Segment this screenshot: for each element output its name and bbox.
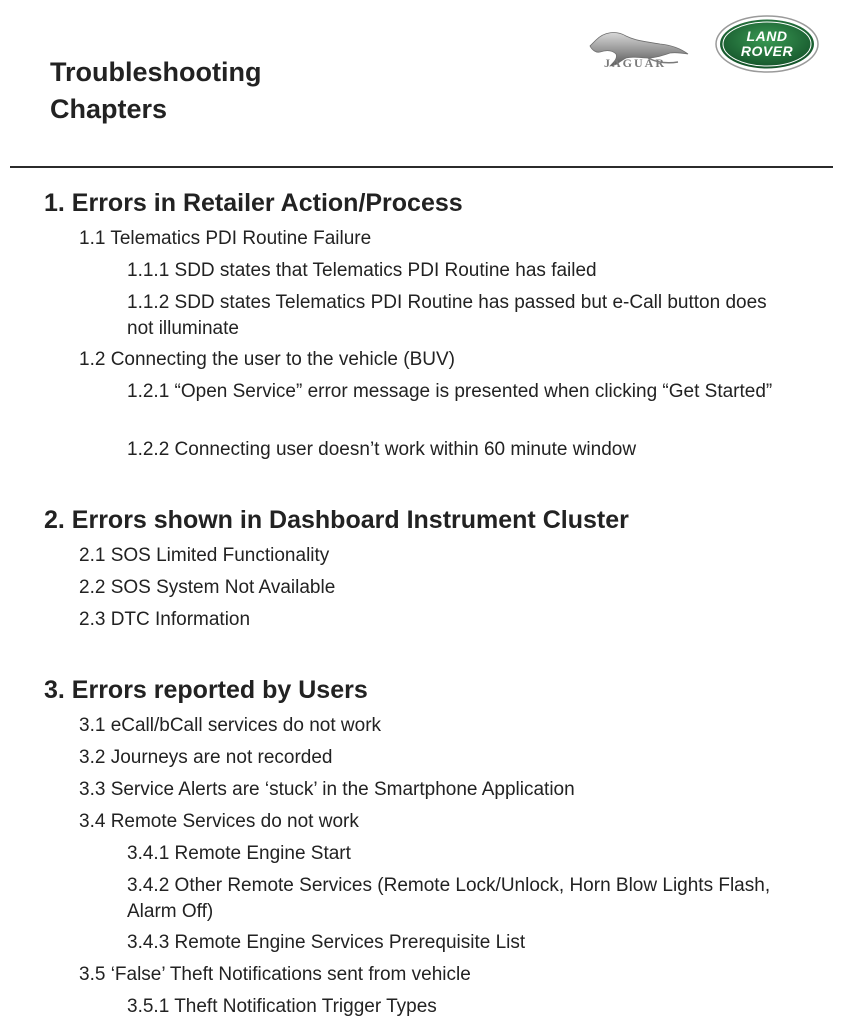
list-item: 1.1 Telematics PDI Routine Failure <box>79 228 372 249</box>
list-item: 1.1.1 SDD states that Telematics PDI Routine has failed <box>127 260 597 281</box>
page-title <box>50 54 410 128</box>
land-rover-wordmark-line1: LAND <box>746 28 788 44</box>
list-item: 3.4.2 Other Remote Services (Remote Lock/Unlock, Horn Blow Lights Flash, Alarm Off) <box>127 875 771 922</box>
chapter-title: 3. Errors reported by Users <box>44 676 368 704</box>
brand-logos <box>580 14 830 80</box>
list-item: 3.3 Service Alerts are ‘stuck’ in the Smartphone Application <box>79 779 575 800</box>
page-title-line1: Troubleshooting <box>50 57 262 87</box>
list-item: 1.2.1 “Open Service” error message is presented when clicking “Get Started” <box>127 381 773 402</box>
list-item: 3.4.3 Remote Engine Services Prerequisite List <box>127 932 526 953</box>
list-item: 3.4.1 Remote Engine Start <box>127 843 351 864</box>
page-title-line2: Chapters <box>50 94 168 124</box>
list-item: 3.1 eCall/bCall services do not work <box>79 715 382 736</box>
list-item: 1.2.2 Connecting user doesn’t work within 60 minute window <box>127 439 637 460</box>
list-item: 3.2 Journeys are not recorded <box>79 747 333 768</box>
list-item: 3.5 ‘False’ Theft Notifications sent from vehicle <box>79 964 471 985</box>
chapter-title: 1. Errors in Retailer Action/Process <box>44 189 463 217</box>
list-item: 1.1.2 SDD states Telematics PDI Routine has passed but e-Call button does not illuminate <box>127 292 767 339</box>
jaguar-leaper-icon <box>586 18 690 82</box>
list-item: 2.3 DTC Information <box>79 609 251 630</box>
list-item: 3.5.1 Theft Notification Trigger Types <box>127 996 437 1017</box>
list-item: 3.4 Remote Services do not work <box>79 811 359 832</box>
header-divider <box>10 166 833 168</box>
list-item: 2.1 SOS Limited Functionality <box>79 545 330 566</box>
chapter-title: 2. Errors shown in Dashboard Instrument Cluster <box>44 506 629 534</box>
jaguar-wordmark: JAGUAR <box>604 56 666 70</box>
list-item: 1.2 Connecting the user to the vehicle (BUV) <box>79 349 455 370</box>
list-item: 2.2 SOS System Not Available <box>79 577 336 598</box>
land-rover-wordmark-line2: ROVER <box>740 43 794 59</box>
